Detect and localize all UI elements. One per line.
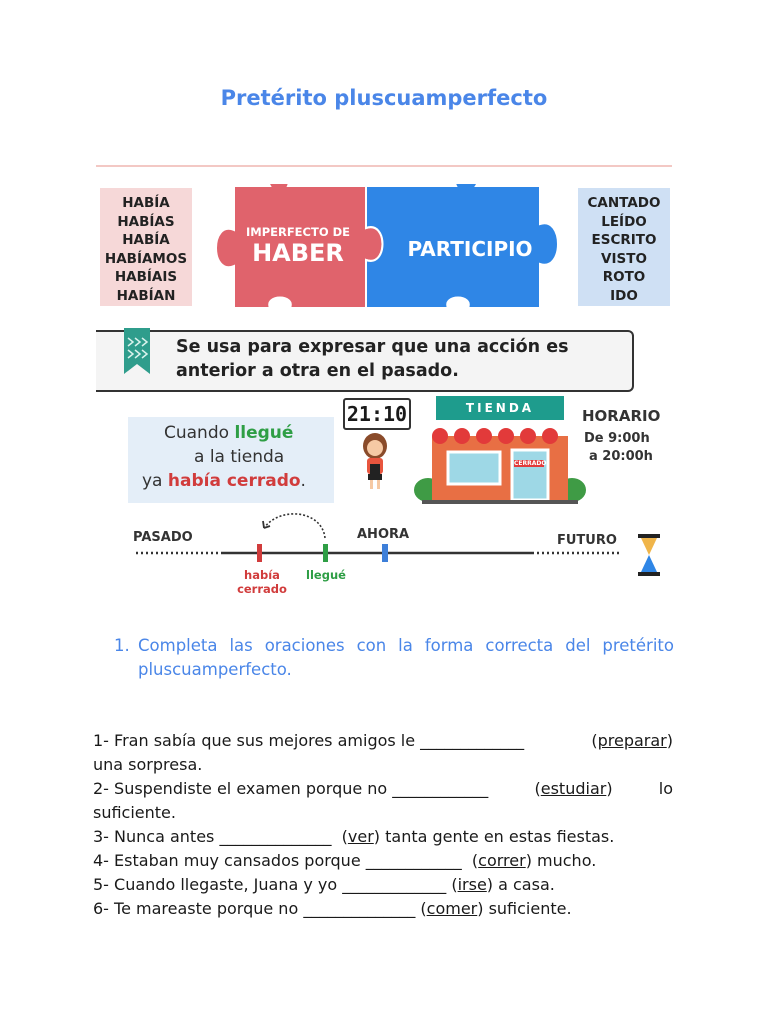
haber-forms-list [100,194,192,305]
example-text: Cuando [164,423,235,443]
sentence-continuation: suficiente. [93,803,176,822]
verb-infinitive: estudiar [540,779,607,798]
sentence-continuation: una sorpresa. [93,755,203,774]
sentence-text: tanta gente en estas fiestas. [385,827,615,846]
sentence-text: 5- Cuando llegaste, Juana y yo _____________ [93,875,447,894]
sentence-line: 3- Nunca antes ______________ (ver) tanta gente en estas fiestas. [93,827,615,846]
sentence-text: 1- Fran sabía que sus mejores amigos le _____________ [93,731,525,750]
participles-list [578,194,670,305]
example-habia-cerrado: había cerrado [167,471,301,491]
verb-infinitive: preparar [597,731,667,750]
puzzle-left-big-label: HABER [252,239,344,267]
sentence-text: mucho. [537,851,597,870]
usage-text [176,335,626,383]
sentence-text: suficiente. [488,899,572,918]
participle: CANTADO [587,195,661,211]
example-line-1 [164,423,293,443]
usage-line: anterior a otra en el pasado. [176,361,459,381]
haber-form: HABÍAS [117,213,175,230]
sentence-line: 5- Cuando llegaste, Juana y yo _____________ (irse) a casa. [93,875,555,894]
store-closed-sign: CERRADO [514,460,547,467]
bookmark-icon [124,328,150,374]
verb-hint: (preparar) [591,731,673,750]
timeline-future-label: FUTURO [557,533,617,548]
example-line-2: a la tienda [194,447,285,467]
haber-form: HABÍAMOS [104,250,188,267]
sentence-text: 3- Nunca antes ______________ [93,827,332,846]
haber-form: HABÍA [122,195,170,211]
participle: ROTO [602,269,646,285]
sentence-line: 4- Estaban muy cansados porque ____________ (correr) mucho. [93,851,597,870]
haber-form: HABÍAN [116,287,176,304]
llegue-marker [323,544,328,562]
verb-infinitive: ver [347,827,374,846]
puzzle-right-label: PARTICIPIO [407,237,533,261]
timeline-habia-cerrado-label [232,568,292,596]
sentence-text: 4- Estaban muy cansados porque ____________ [93,851,462,870]
haber-form: HABÍA [122,232,170,248]
haber-form: HABÍAIS [114,269,178,285]
page-title: Pretérito pluscuamperfecto [220,86,548,110]
horario-line: De 9:00h [584,431,650,446]
clock-display: 21:10 [343,398,411,430]
ahora-marker [382,544,388,562]
exercise-sentences [93,729,673,921]
verb-infinitive: irse [457,875,487,894]
sentence-line [93,729,673,753]
usage-line: Se usa para expresar que una acción es [176,337,569,357]
puzzle-left-small-label: IMPERFECTO DE [245,225,351,239]
participle: IDO [610,287,638,304]
sentence-text: 6- Te mareaste porque no ______________ [93,899,416,918]
timeline-past-label: PASADO [133,530,193,545]
verb-infinitive: correr [478,851,526,870]
horario-hours [584,430,653,466]
participle: ESCRITO [591,232,657,248]
timeline-now-label: AHORA [357,527,410,542]
sentence-text: lo [658,779,673,798]
hourglass-icon [638,534,660,576]
girl-icon [354,432,396,492]
exercise-number: 1. [114,636,130,655]
store-sign: TIENDA [465,401,535,415]
habia-cerrado-marker [257,544,262,562]
sentence-line: 6- Te mareaste porque no ______________ (comer) suficiente. [93,899,572,918]
exercise-text: Completa las oraciones con la forma correcta del pretérito pluscuamperfecto. [138,636,674,679]
timeline-sub-line: cerrado [237,582,287,596]
sentence-text: a casa. [498,875,555,894]
divider [96,165,672,167]
verb-hint: (estudiar) [534,779,613,798]
sentence-line [93,777,673,801]
horario-line: a 20:00h [589,449,653,464]
example-line-3 [142,471,306,491]
participle: VISTO [601,250,647,267]
example-text: ya [142,471,168,491]
sentence-text: 2- Suspendiste el examen porque no ____________ [93,779,489,798]
participles-box [578,188,670,306]
example-llegue: llegué [234,423,294,443]
haber-forms-box [100,188,192,306]
example-text: . [300,471,306,491]
timeline-sub-line: había [244,568,280,582]
horario-title: HORARIO [582,407,661,425]
participle: LEÍDO [601,213,647,230]
timeline-llegue-label: llegué [306,568,346,582]
verb-infinitive: comer [426,899,478,918]
